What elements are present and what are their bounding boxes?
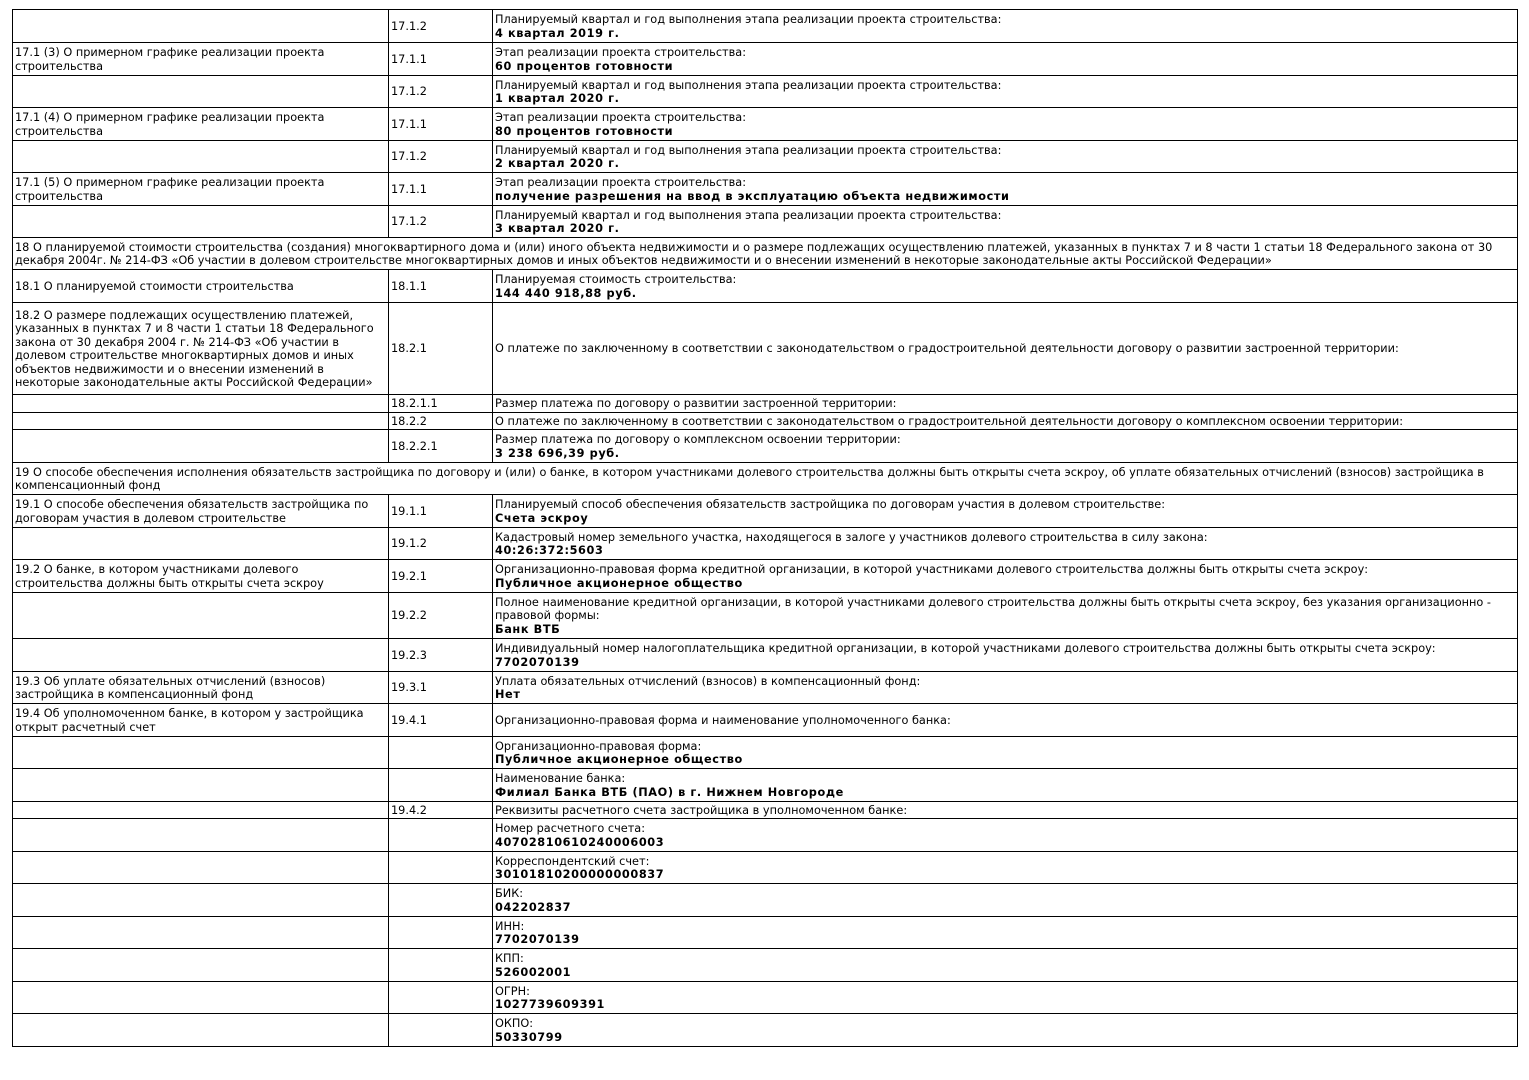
section-title: [13, 917, 389, 949]
item-content: [493, 430, 1518, 463]
item-label: Планируемый квартал и год выполнения этапа реализации проекта строительства:: [495, 78, 1002, 92]
item-content: [493, 819, 1518, 852]
item-code: 19.4.2: [389, 802, 493, 819]
item-value: Банк ВТБ: [495, 622, 561, 636]
item-value: 50330799: [495, 1030, 563, 1044]
item-code: [389, 737, 493, 769]
item-value: Публичное акционерное общество: [495, 576, 743, 590]
item-value: 60 процентов готовности: [495, 59, 674, 73]
table-row: [13, 206, 1518, 238]
table-row: [13, 10, 1518, 43]
item-value: получение разрешения на ввод в эксплуатацию объекта недвижимости: [495, 189, 1010, 203]
section-title: [13, 769, 389, 802]
table-row: [13, 303, 1518, 395]
item-value: 7702070139: [495, 655, 580, 669]
item-content: [493, 917, 1518, 949]
item-content: [493, 528, 1518, 560]
table-row: [13, 704, 1518, 737]
item-label: О платеже по заключенному в соответствии с законодательством о градостроительной деятельности договору о развитии застроенной территории:: [495, 342, 1399, 356]
section-header-row: [13, 463, 1518, 495]
table-row: [13, 43, 1518, 76]
table-row: [13, 528, 1518, 560]
item-code: 19.2.1: [389, 560, 493, 593]
section-title: 18.2 О размере подлежащих осуществлению платежей, указанных в пунктах 7 и 8 части 1 статьи 18 Федерального закона от 30 декабря 2004 г. № 214-ФЗ «Об участии в долевом строительстве многоквартирных домов и иных объектов недвижимости и о внесении изменений в некоторые законодательные акты Российской Федерации»: [13, 303, 389, 395]
item-label: ИНН:: [495, 919, 525, 933]
table-row: [13, 413, 1518, 430]
item-label: Этап реализации проекта строительства:: [495, 111, 747, 124]
table-row: [13, 672, 1518, 704]
section-title: [13, 802, 389, 819]
section-title: [13, 949, 389, 982]
item-value: 042202837: [495, 900, 572, 914]
item-label: ОКПО:: [495, 1017, 534, 1030]
item-code: 18.2.2.1: [389, 430, 493, 463]
item-label: Кадастровый номер земельного участка, находящегося в залоге у участников долевого строительства в силу закона:: [495, 530, 1208, 544]
item-content: [493, 769, 1518, 802]
table-row: [13, 769, 1518, 802]
item-label: ОГРН:: [495, 984, 530, 998]
item-content: [493, 560, 1518, 593]
disclosure-table: [12, 9, 1518, 1047]
item-code: 18.2.2: [389, 413, 493, 430]
item-value: Нет: [495, 688, 521, 701]
item-label: Планируемая стоимость строительства:: [495, 273, 737, 286]
item-label: Этап реализации проекта строительства:: [495, 176, 747, 189]
item-content: [493, 395, 1518, 413]
item-code: 19.3.1: [389, 672, 493, 704]
item-code: 19.1.2: [389, 528, 493, 560]
table-row: [13, 1014, 1518, 1047]
table-row: [13, 639, 1518, 672]
item-value: 30101810200000000837: [495, 868, 665, 881]
item-value: 40:26:372:5603: [495, 544, 604, 557]
item-label: Уплата обязательных отчислений (взносов) в компенсационный фонд:: [495, 674, 921, 688]
item-content: [493, 639, 1518, 672]
item-content: [493, 413, 1518, 430]
section-title: [13, 141, 389, 173]
disclosure-table-body: [13, 10, 1518, 1047]
section-title: [13, 884, 389, 917]
section-title: [13, 639, 389, 672]
table-row: [13, 593, 1518, 639]
item-content: [493, 802, 1518, 819]
table-row: [13, 495, 1518, 528]
item-code: 19.4.1: [389, 704, 493, 737]
item-label: Номер расчетного счета:: [495, 822, 646, 835]
table-row: [13, 76, 1518, 108]
section-title: [13, 737, 389, 769]
section-title: [13, 1014, 389, 1047]
item-content: [493, 672, 1518, 704]
section-title: 17.1 (3) О примерном графике реализации проекта строительства: [13, 43, 389, 76]
section-header: 19 О способе обеспечения исполнения обязательств застройщика по договору и (или) о банке, в котором участниками долевого строительства должны быть открыты счета эскроу, об уплате обязательных отчислений (взносов) застройщика в компенсационный фонд: [13, 463, 1518, 495]
item-label: Этап реализации проекта строительства:: [495, 46, 747, 59]
item-label: Индивидуальный номер налогоплательщика кредитной организации, в которой участниками долевого строительства должны быть открыты счета эскроу:: [495, 642, 1436, 655]
item-code: 19.2.3: [389, 639, 493, 672]
item-value: Публичное акционерное общество: [495, 753, 743, 766]
item-value: Счета эскроу: [495, 511, 589, 525]
item-code: 17.1.1: [389, 108, 493, 141]
item-label: Размер платежа по договору о развитии застроенной территории:: [495, 397, 897, 411]
item-label: Планируемый квартал и год выполнения этапа реализации проекта строительства:: [495, 208, 1002, 222]
item-content: [493, 206, 1518, 238]
table-row: [13, 560, 1518, 593]
item-content: [493, 10, 1518, 43]
section-title: 19.2 О банке, в котором участниками долевого строительства должны быть открыты счета эскроу: [13, 560, 389, 593]
item-code: 17.1.2: [389, 76, 493, 108]
item-code: [389, 819, 493, 852]
item-code: [389, 1014, 493, 1047]
item-content: [493, 141, 1518, 173]
section-title: 17.1 (5) О примерном графике реализации проекта строительства: [13, 173, 389, 206]
section-header-row: [13, 238, 1518, 270]
item-content: [493, 884, 1518, 917]
item-label: Планируемый квартал и год выполнения этапа реализации проекта строительства:: [495, 13, 1002, 26]
item-label: Полное наименование кредитной организации, в которой участниками долевого строительства должны быть открыты счета эскроу, без указания организационно - правовой формы:: [495, 595, 1492, 623]
table-row: [13, 917, 1518, 949]
item-content: [493, 949, 1518, 982]
section-title: [13, 528, 389, 560]
item-label: Реквизиты расчетного счета застройщика в уполномоченном банке:: [495, 803, 908, 817]
item-content: [493, 593, 1518, 639]
table-row: [13, 270, 1518, 303]
table-row: [13, 949, 1518, 982]
table-row: [13, 173, 1518, 206]
item-content: [493, 173, 1518, 206]
item-label: Планируемый квартал и год выполнения этапа реализации проекта строительства:: [495, 143, 1002, 157]
section-title: 18.1 О планируемой стоимости строительства: [13, 270, 389, 303]
table-row: [13, 802, 1518, 819]
table-row: [13, 737, 1518, 769]
item-code: 19.2.2: [389, 593, 493, 639]
item-label: Размер платежа по договору о комплексном освоении территории:: [495, 433, 901, 446]
item-value: 144 440 918,88 руб.: [495, 286, 637, 300]
table-row: [13, 819, 1518, 852]
item-value: 7702070139: [495, 933, 580, 946]
section-title: 17.1 (4) О примерном графике реализации проекта строительства: [13, 108, 389, 141]
item-code: 17.1.2: [389, 10, 493, 43]
item-value: 526002001: [495, 965, 572, 979]
section-title: 19.4 Об уполномоченном банке, в котором у застройщика открыт расчетный счет: [13, 704, 389, 737]
item-content: [493, 1014, 1518, 1047]
item-code: 17.1.1: [389, 173, 493, 206]
item-label: Организационно-правовая форма кредитной организации, в которой участниками долевого строительства должны быть открыты счета эскроу:: [495, 563, 1369, 576]
item-content: [493, 495, 1518, 528]
item-code: 17.1.2: [389, 141, 493, 173]
table-row: [13, 108, 1518, 141]
item-code: 19.1.1: [389, 495, 493, 528]
item-code: [389, 852, 493, 884]
section-title: [13, 852, 389, 884]
table-row: [13, 430, 1518, 463]
item-value: 1027739609391: [495, 998, 605, 1011]
table-row: [13, 884, 1518, 917]
section-title: [13, 430, 389, 463]
item-code: 18.1.1: [389, 270, 493, 303]
item-content: [493, 270, 1518, 303]
section-header: 18 О планируемой стоимости строительства (создания) многоквартирного дома и (или) иного объекта недвижимости и о размере подлежащих осуществлению платежей, указанных в пунктах 7 и 8 части 1 статьи 18 Федерального закона от 30 декабря 2004г. № 214-ФЗ «Об участии в долевом строительстве многоквартирных домов и иных объектов недвижимости и о внесении изменений в некоторые законодательные акты Российской Федерации»: [13, 238, 1518, 270]
table-row: [13, 141, 1518, 173]
item-value: 2 квартал 2020 г.: [495, 157, 620, 170]
item-label: БИК:: [495, 887, 524, 900]
item-label: Наименование банка:: [495, 772, 626, 785]
item-code: 18.2.1.1: [389, 395, 493, 413]
item-content: [493, 108, 1518, 141]
item-value: 1 квартал 2020 г.: [495, 92, 620, 105]
item-label: Организационно-правовая форма:: [495, 739, 702, 753]
section-title: [13, 593, 389, 639]
table-row: [13, 852, 1518, 884]
item-label: Корреспондентский счет:: [495, 854, 650, 868]
item-content: [493, 704, 1518, 737]
item-content: [493, 852, 1518, 884]
item-content: [493, 76, 1518, 108]
item-code: [389, 982, 493, 1014]
section-title: [13, 982, 389, 1014]
section-title: 19.3 Об уплате обязательных отчислений (взносов) застройщика в компенсационный фонд: [13, 672, 389, 704]
item-label: О платеже по заключенному в соответствии с законодательством о градостроительной деятельности договору о комплексном освоении территории:: [495, 414, 1404, 428]
item-label: КПП:: [495, 952, 524, 965]
section-title: 19.1 О способе обеспечения обязательств застройщика по договорам участия в долевом строительстве: [13, 495, 389, 528]
item-code: [389, 949, 493, 982]
section-title: [13, 819, 389, 852]
item-code: 18.2.1: [389, 303, 493, 395]
item-value: 80 процентов готовности: [495, 124, 674, 138]
item-code: [389, 917, 493, 949]
item-code: 17.1.1: [389, 43, 493, 76]
item-content: [493, 43, 1518, 76]
section-title: [13, 76, 389, 108]
item-label: Планируемый способ обеспечения обязательств застройщика по договорам участия в долевом строительстве:: [495, 498, 1166, 511]
section-title: [13, 413, 389, 430]
table-row: [13, 395, 1518, 413]
item-content: [493, 982, 1518, 1014]
item-code: [389, 769, 493, 802]
item-content: [493, 737, 1518, 769]
section-title: [13, 395, 389, 413]
section-title: [13, 206, 389, 238]
item-code: 17.1.2: [389, 206, 493, 238]
section-title: [13, 10, 389, 43]
item-value: 4 квартал 2019 г.: [495, 26, 620, 40]
item-content: [493, 303, 1518, 395]
item-value: 3 квартал 2020 г.: [495, 222, 620, 235]
item-value: 40702810610240006003: [495, 835, 665, 849]
item-code: [389, 884, 493, 917]
item-label: Организационно-правовая форма и наименование уполномоченного банка:: [495, 713, 951, 727]
item-value: Филиал Банка ВТБ (ПАО) в г. Нижнем Новгороде: [495, 785, 844, 799]
table-row: [13, 982, 1518, 1014]
item-value: 3 238 696,39 руб.: [495, 446, 620, 460]
